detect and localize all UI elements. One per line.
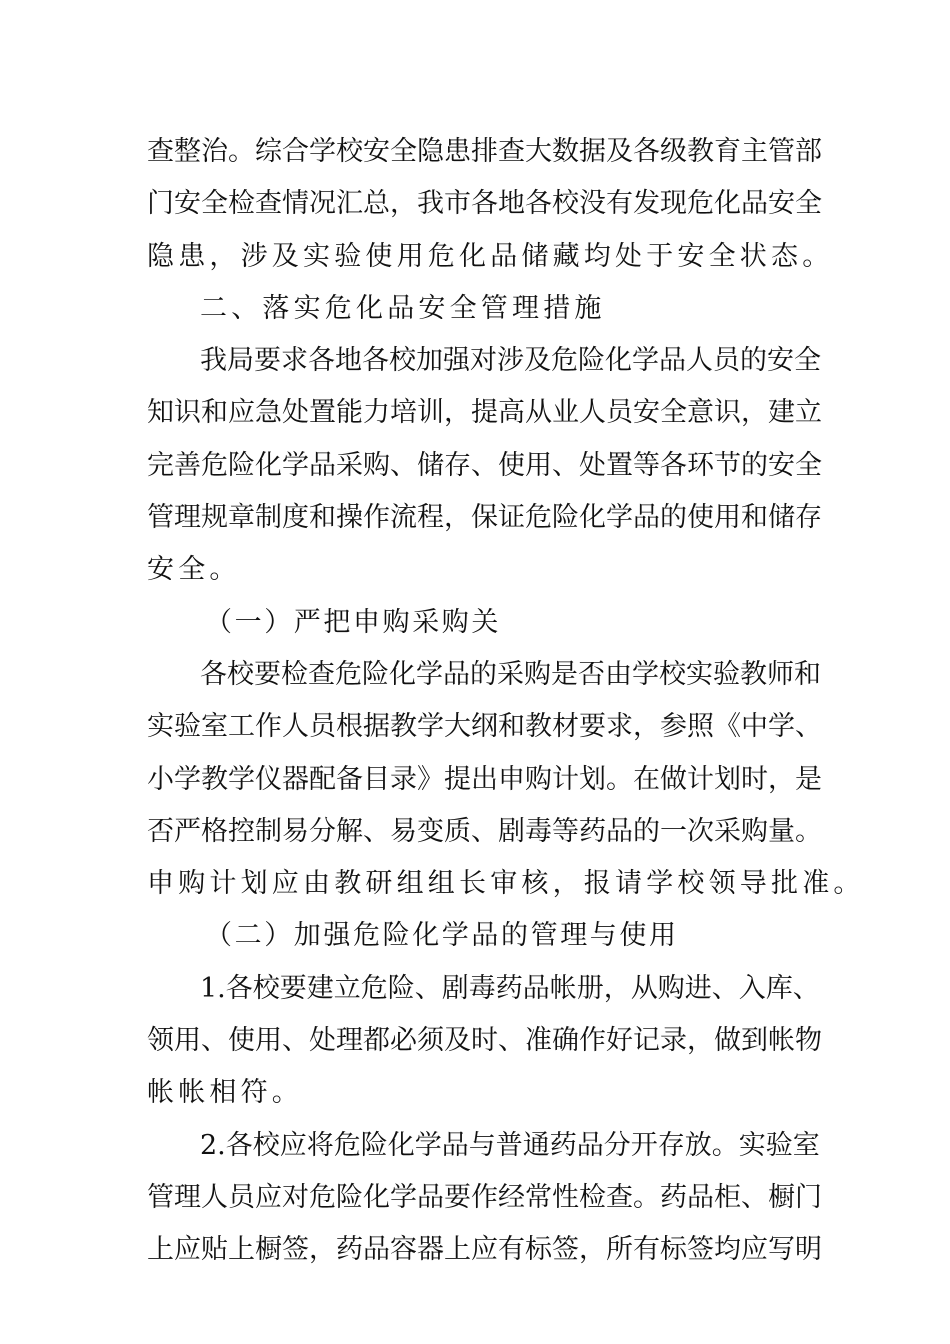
list-item-line: 帐帐相符。: [147, 1077, 303, 1109]
section-heading: 二、落实危化品安全管理措施: [200, 292, 606, 324]
list-item-line: 上应贴上橱签，药品容器上应有标签，所有标签均应写明: [147, 1234, 822, 1266]
paragraph-line: 查整治。综合学校安全隐患排查大数据及各级教育主管部: [147, 136, 822, 167]
subsection-heading: （二）加强危险化学品的管理与使用: [205, 920, 679, 952]
list-item-line: 管理人员应对危险化学品要作经常性检查。药品柜、橱门: [147, 1181, 822, 1213]
list-item-line: 领用、使用、处理都必须及时、准确作好记录，做到帐物: [147, 1025, 822, 1057]
paragraph-line: 小学教学仪器配备目录》提出申购计划。在做计划时，是: [147, 763, 822, 795]
list-item-line: 1.各校要建立危险、剧毒药品帐册，从购进、入库、: [200, 972, 820, 1004]
paragraph-line: 隐患，涉及实验使用危化品储藏均处于安全状态。: [147, 240, 834, 272]
paragraph-line: 否严格控制易分解、易变质、剧毒等药品的一次采购量。: [147, 815, 822, 847]
paragraph-line: 管理规章制度和操作流程，保证危险化学品的使用和储存: [147, 502, 822, 534]
paragraph-line: 申购计划应由教研组组长审核，报请学校领导批准。: [147, 868, 865, 900]
list-item-line: 2.各校应将危险化学品与普通药品分开存放。实验室: [200, 1129, 820, 1161]
paragraph-line: 我局要求各地各校加强对涉及危险化学品人员的安全: [200, 345, 821, 377]
paragraph-line: 知识和应急处置能力培训，提高从业人员安全意识，建立: [147, 397, 822, 429]
paragraph-line: 实验室工作人员根据教学大纲和教材要求，参照《中学、: [147, 711, 822, 743]
paragraph-line: 各校要检查危险化学品的采购是否由学校实验教师和: [200, 658, 821, 690]
paragraph-line: 安全。: [147, 554, 241, 586]
document-body: [147, 126, 865, 1277]
paragraph-line: 门安全检查情况汇总，我市各地各校没有发现危化品安全: [147, 188, 822, 220]
paragraph-line: 完善危险化学品采购、储存、使用、处置等各环节的安全: [147, 449, 822, 481]
subsection-heading: （一）严把申购采购关: [205, 606, 501, 638]
